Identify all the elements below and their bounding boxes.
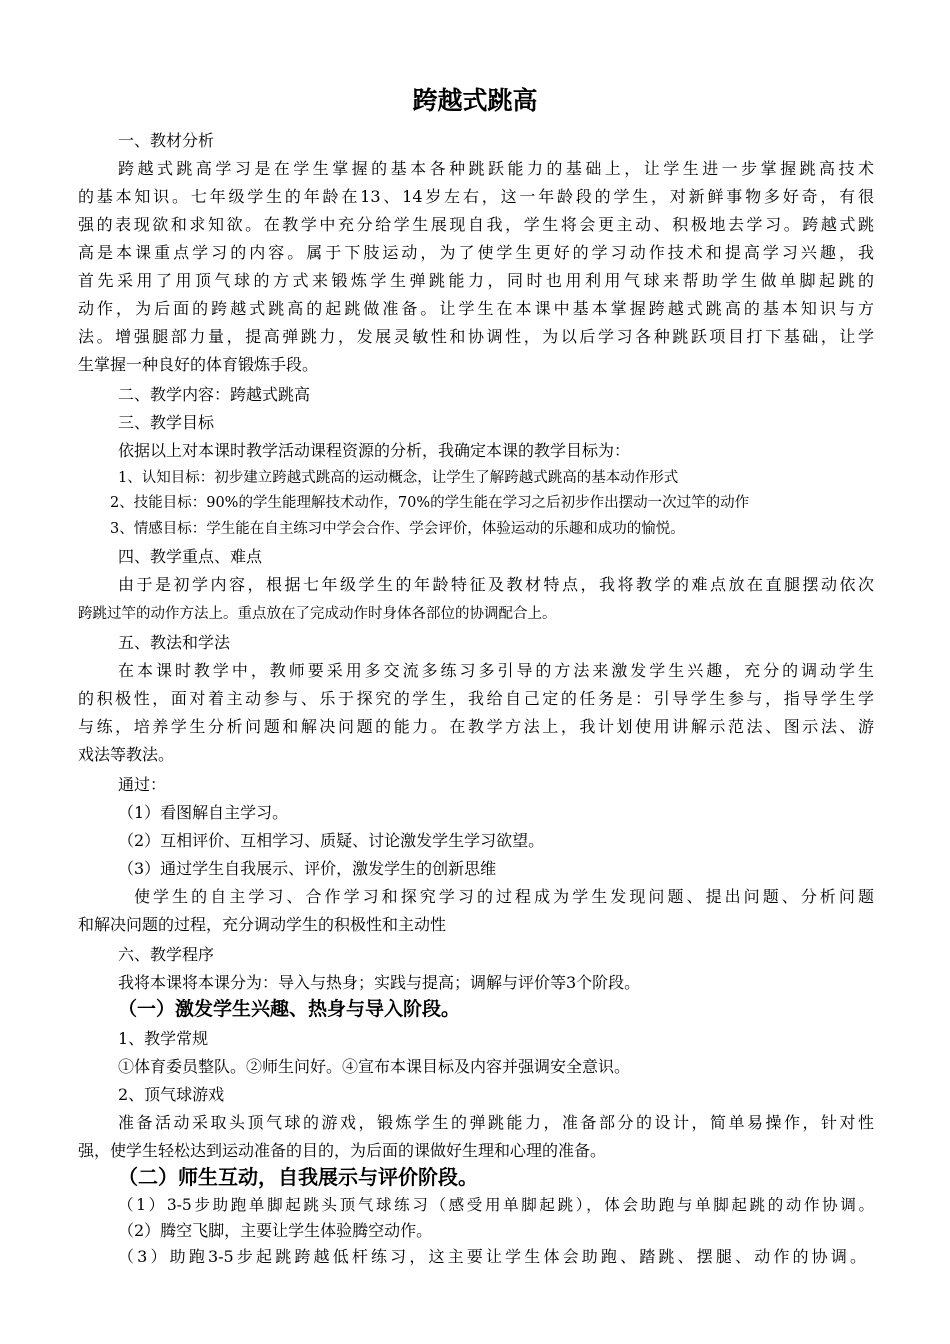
stage-one-heading: （一）激发学生兴趣、热身与导入阶段。 xyxy=(118,998,461,1020)
heading-teaching-goals: 三、教学目标 xyxy=(118,413,215,432)
heading-teaching-content: 二、教学内容：跨越式跳高 xyxy=(118,385,311,404)
paragraph-line: 跨越式跳高学习是在学生掌握的基本各种跳跃能力的基础上，让学生进一步掌握跳高技术 xyxy=(118,159,874,178)
goal-cognitive: 1、认知目标：初步建立跨越式跳高的运动概念，让学生了解跨越式跳高的基本动作形式 xyxy=(118,470,679,486)
routine-text: ①体育委员整队。②师生问好。④宣布本课目标及内容并强调安全意识。 xyxy=(118,1057,631,1076)
paragraph-line: 高是本课重点学习的内容。属于下肢运动，为了使学生更好的学习动作技术和提高学习兴趣，我 xyxy=(78,243,874,262)
paragraph-line: 强的表现欲和求知欲。在教学中充分给学生展现自我，学生将会更主动、积极地去学习。跨越式跳 xyxy=(78,215,874,234)
paragraph-line: 的积极性，面对着主动参与、乐于探究的学生，我给自己定的任务是：引导学生参与，指导学生学 xyxy=(78,689,874,708)
paragraph-line: 跨跳过竿的动作方法上。重点放在了完成动作时身体各部位的协调配合上。 xyxy=(78,606,557,622)
paragraph-line: 由于是初学内容，根据七年级学生的年龄特征及教材特点，我将教学的难点放在直腿摆动依次 xyxy=(118,575,874,594)
method-item: （1）看图解自主学习。 xyxy=(118,803,289,822)
paragraph-line: 动作，为后面的跨越式跳高的起跳做准备。让学生在本课中基本掌握跨越式跳高的基本知识与方 xyxy=(78,299,874,318)
heading-procedure: 六、教学程序 xyxy=(118,945,215,964)
paragraph-line: 法。增强腿部力量，提高弹跳力，发展灵敏性和协调性，为以后学习各种跳跃项目打下基础，让学 xyxy=(78,327,874,346)
practice-item: （1）3-5步助跑单脚起跳头顶气球练习（感受用单脚起跳），体会助跑与单脚起跳的动作协调。 xyxy=(118,1196,874,1214)
paragraph-line: 生掌握一种良好的体育锻炼手段。 xyxy=(78,355,319,374)
paragraph-line: 戏法等教法。 xyxy=(78,745,175,764)
stage-two-heading: （二）师生互动，自我展示与评价阶段。 xyxy=(118,1165,478,1189)
paragraph-line: 使学生的自主学习、合作学习和探究学习的过程成为学生发现问题、提出问题、分析问题 xyxy=(134,887,874,906)
paragraph-line: 的基本知识。七年级学生的年龄在13、14岁左右，这一年龄段的学生，对新鲜事物多好奇，有很 xyxy=(78,187,874,206)
document-title: 跨越式跳高 xyxy=(412,86,538,115)
subheading-routine: 1、教学常规 xyxy=(118,1029,209,1048)
heading-textbook-analysis: 一、教材分析 xyxy=(118,131,215,150)
paragraph-line: 在本课时教学中，教师要采用多交流多练习多引导的方法来激发学生兴趣，充分的调动学生 xyxy=(118,661,874,680)
method-item: （2）互相评价、互相学习、质疑、讨论激发学生学习欲望。 xyxy=(118,831,545,850)
heading-methods: 五、教法和学法 xyxy=(118,633,231,652)
through-label: 通过： xyxy=(118,775,167,794)
practice-item: （3）助跑3-5步起跳跨越低杆练习，这主要让学生体会助跑、踏跳、摆腿、动作的协调。 xyxy=(118,1247,866,1266)
paragraph-line: 和解决问题的过程，充分调动学生的积极性和主动性 xyxy=(78,915,447,934)
paragraph-line: 首先采用了用顶气球的方式来锻炼学生弹跳能力，同时也用利用气球来帮助学生做单脚起跳的 xyxy=(78,271,874,290)
procedure-intro: 我将本课将本课分为：导入与热身；实践与提高；调解与评价等3个阶段。 xyxy=(118,973,641,992)
heading-key-points: 四、教学重点、难点 xyxy=(118,547,263,566)
method-item: （3）通过学生自我展示、评价，激发学生的创新思维 xyxy=(118,859,497,878)
paragraph-line: 强，使学生轻松达到运动准备的目的，为后面的课做好生理和心理的准备。 xyxy=(78,1141,607,1160)
goal-emotional: 3、情感目标：学生能在自主练习中学会合作、学会评价，体验运动的乐趣和成功的愉悦。 xyxy=(110,521,685,537)
goals-intro: 依据以上对本课时教学活动课程资源的分析，我确定本课的教学目标为： xyxy=(118,441,631,460)
paragraph-line: 与练，培养学生分析问题和解决问题的能力。在教学方法上，我计划使用讲解示范法、图示法、游 xyxy=(78,717,874,736)
goal-skill: 2、技能目标：90%的学生能理解技术动作，70%的学生能在学习之后初步作出摆动一次过竿的动作 xyxy=(110,495,750,511)
subheading-balloon-game: 2、顶气球游戏 xyxy=(118,1085,225,1104)
paragraph-line: 准备活动采取头顶气球的游戏，锻炼学生的弹跳能力，准备部分的设计，简单易操作，针对性 xyxy=(118,1113,874,1132)
practice-item: （2）腾空飞脚，主要让学生体验腾空动作。 xyxy=(118,1221,433,1240)
